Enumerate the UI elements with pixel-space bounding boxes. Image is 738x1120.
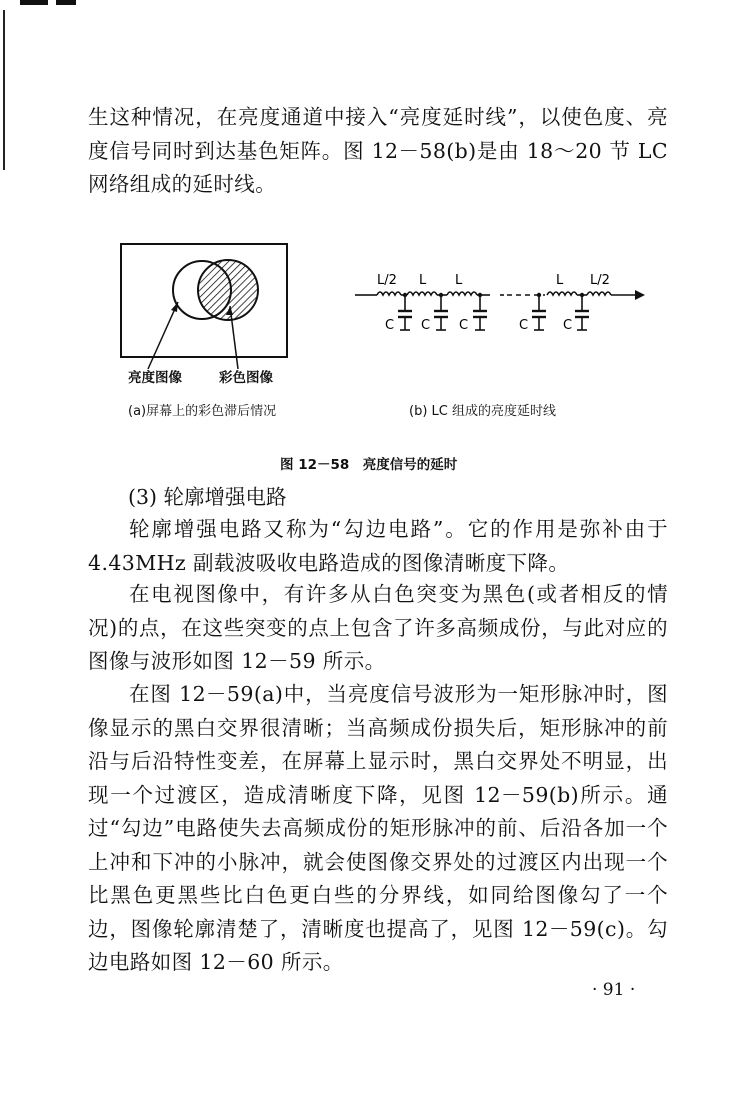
label-c-5: C — [563, 318, 573, 333]
wire-main — [361, 292, 639, 295]
label-l-half-end: L/2 — [590, 273, 610, 288]
figure-title: 图 12－58 亮度信号的延时 — [280, 457, 458, 473]
paragraph-2: 在电视图像中，有许多从白色突变为黑色(或者相反的情况)的点，在这些突变的点上包含了许多高频成份，与此对应的图像与波形如图 12－59 所示。 — [88, 582, 668, 673]
figure-b-circuit — [355, 268, 655, 338]
paragraph-top: 生这种情况，在亮度通道中接入“亮度延时线”，以使色度、亮度信号同时到达基色矩阵。图 12－58(b)是由 18～20 节 LC 网络组成的延时线。 — [88, 105, 668, 196]
label-c-3: C — [459, 318, 469, 333]
scan-mark-left — [20, 0, 48, 5]
output-arrow — [635, 290, 645, 300]
label-c-1: C — [385, 318, 395, 333]
paragraph-3: 在图 12－59(a)中，当亮度信号波形为一矩形脉冲时，图像显示的黑白交界很清晰；当高频成份损失后，矩形脉冲的前沿与后沿特性变差，在屏幕上显示时，黑白交界处不明显，出现一个过渡区，造成清晰度下降，见图 12－59(b)所示。通过“勾边”电路使失去高频成份的矩形脉冲的前、后沿各加一个上冲和下冲的小脉冲，就会使图像交界处的过渡区内出现一个比黑色更黑些比白色更白些的分界线，如同给图像勾了一个边，图像轮廓清楚了，清晰度也提高了，见图 12－59(c)。勾边电路如图 12－60 所示。 — [88, 682, 668, 974]
label-c-2: C — [421, 318, 431, 333]
scan-mark-right — [56, 0, 76, 5]
section-heading: (3) 轮廓增强电路 — [128, 485, 287, 509]
figure-a-drawing — [110, 238, 310, 383]
label-l-1: L — [419, 273, 427, 288]
caption-b: (b) LC 组成的亮度延时线 — [409, 404, 556, 419]
label-chroma-image: 彩色图像 — [219, 370, 273, 386]
label-l-3: L — [556, 273, 564, 288]
label-l-2: L — [455, 273, 463, 288]
scan-edge — [3, 10, 5, 170]
page-number: · 91 · — [592, 980, 636, 1000]
caption-a: (a)屏幕上的彩色滞后情况 — [128, 404, 277, 419]
luma-arrow — [148, 302, 178, 369]
paragraph-1: 轮廓增强电路又称为“勾边电路”。它的作用是弥补由于 4.43MHz 副载波吸收电路造成的图像清晰度下降。 — [88, 517, 668, 575]
label-luma-image: 亮度图像 — [128, 370, 182, 386]
label-l-half-start: L/2 — [377, 273, 397, 288]
label-c-4: C — [519, 318, 529, 333]
